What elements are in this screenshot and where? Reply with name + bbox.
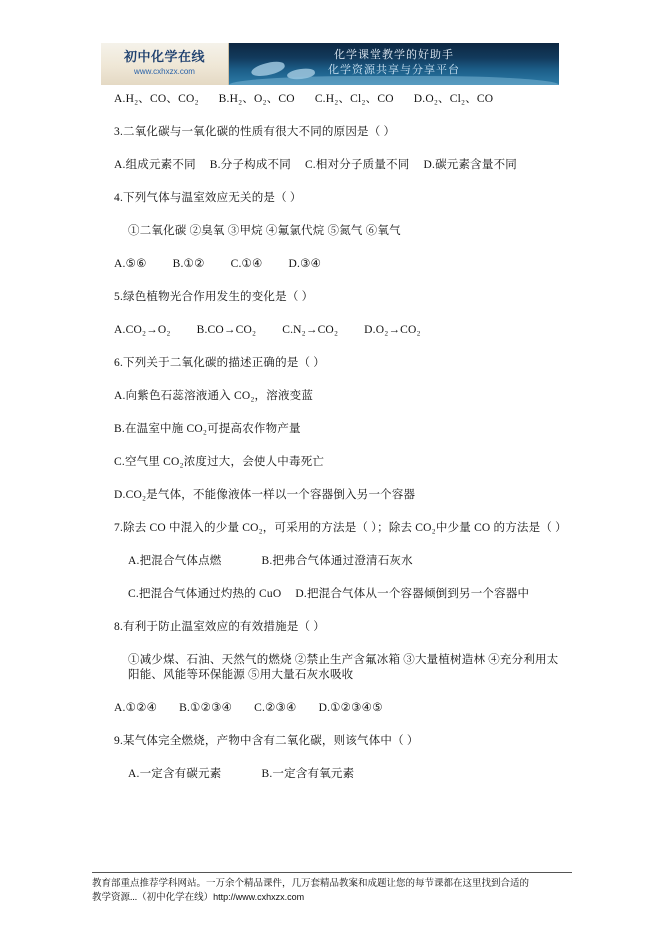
option-b: B.①② — [172, 258, 205, 270]
question-subline-4: ①二氧化碳 ②臭氧 ③甲烷 ④氟氯代烷 ⑤氮气 ⑥氧气 — [128, 225, 401, 237]
wave-graphic — [229, 76, 559, 85]
question-list — [100, 92, 567, 800]
option-c: C.②③④ — [254, 702, 297, 714]
option-b: B.CO→CO₂ — [196, 324, 257, 336]
option-c: C.N₂→CO₂ — [282, 324, 339, 336]
banner-tagline-1: 化学课堂教学的好助手 — [334, 49, 454, 61]
banner-tagline-2: 化学资源共享与分享平台 — [328, 64, 460, 76]
question-option-6c: C.空气里 CO₂浓度过大，会使人中毒死亡 — [114, 456, 325, 468]
option-d: D.O₂、Cl₂、CO — [413, 93, 494, 105]
option-b: B.分子构成不同 — [209, 159, 291, 171]
option-a: A.H₂、CO、CO₂ — [114, 93, 199, 105]
question-subline-8: ①减少煤、石油、天然气的燃烧 ②禁止生产含氟冰箱 ③大量植树造林 ④充分利用太阳能、风能等环保能源 ⑤用大量石灰水吸收 — [128, 654, 559, 681]
question-options-3 — [100, 158, 562, 173]
page-footer — [92, 872, 572, 905]
question-stem-5: 5.绿色植物光合作用发生的变化是（ ） — [114, 291, 314, 303]
option-a: A.组成元素不同 — [114, 159, 196, 171]
question-options-9 — [100, 767, 562, 782]
question-options-7-row1 — [100, 554, 562, 569]
option-c: C.①④ — [230, 258, 263, 270]
banner-site-name: 初中化学在线 — [123, 49, 205, 64]
question-stem-4: 4.下列气体与温室效应无关的是（ ） — [114, 192, 302, 204]
option-b: B.把弗合气体通过澄清石灰水 — [261, 555, 413, 567]
question-options-4 — [100, 257, 562, 272]
option-c: C.相对分子质量不同 — [304, 159, 410, 171]
option-a: A.把混合气体点燃 — [128, 555, 222, 567]
option-a: A.CO₂→O₂ — [114, 324, 171, 336]
option-c: C.把混合气体通过灼热的 CuO — [128, 588, 282, 600]
footer-url[interactable]: http://www.cxhxzx.com — [213, 892, 305, 902]
option-d: D.把混合气体从一个容器倾倒到另一个容器中 — [295, 588, 530, 600]
option-b: B.一定含有氧元素 — [261, 768, 355, 780]
question-options-5 — [100, 323, 562, 338]
question-options-row — [100, 92, 562, 107]
site-banner — [101, 43, 559, 85]
option-d: D.①②③④⑤ — [318, 702, 383, 714]
footer-line-2 — [92, 891, 572, 905]
question-options-7-row2 — [100, 587, 562, 602]
option-d: D.O₂→CO₂ — [364, 324, 421, 336]
option-d: D.碳元素含量不同 — [423, 159, 517, 171]
option-c: C.H₂、Cl₂、CO — [314, 93, 394, 105]
question-stem-9: 9.某气体完全燃烧，产物中含有二氧化碳，则该气体中（ ） — [114, 735, 419, 747]
option-a: A.①②④ — [114, 702, 158, 714]
footer-source: 教学资源...（初中化学在线） — [92, 893, 214, 903]
banner-site-url: www.cxhxzx.com — [134, 67, 195, 76]
option-b: B.H₂、O₂、CO — [218, 93, 295, 105]
question-stem-3: 3.二氧化碳与一氧化碳的性质有很大不同的原因是（ ） — [114, 126, 396, 138]
question-option-6b: B.在温室中施 CO₂可提高农作物产量 — [114, 423, 301, 435]
option-d: D.③④ — [288, 258, 322, 270]
question-options-8 — [100, 701, 562, 716]
option-a: A.一定含有碳元素 — [128, 768, 222, 780]
banner-logo — [101, 43, 229, 85]
question-stem-7: 7.除去 CO 中混入的少量 CO₂，可采用的方法是（ ）；除去 CO₂中少量 CO 的方法是（ ） — [114, 522, 567, 534]
footer-line-1: 教育部重点推荐学科网站。一万余个精品课件，几万套精品教案和成题让您的每节课都在这里找到合适的 — [92, 879, 530, 889]
option-a: A.⑤⑥ — [114, 258, 147, 270]
option-b: B.①②③④ — [179, 702, 233, 714]
question-stem-6: 6.下列关于二氧化碳的描述正确的是（ ） — [114, 357, 325, 369]
question-stem-8: 8.有利于防止温室效应的有效措施是（ ） — [114, 621, 325, 633]
question-option-6a: A.向紫色石蕊溶液通入 CO₂，溶液变蓝 — [114, 390, 314, 402]
question-option-6d: D.CO₂是气体，不能像液体一样以一个容器倒入另一个容器 — [114, 489, 416, 501]
